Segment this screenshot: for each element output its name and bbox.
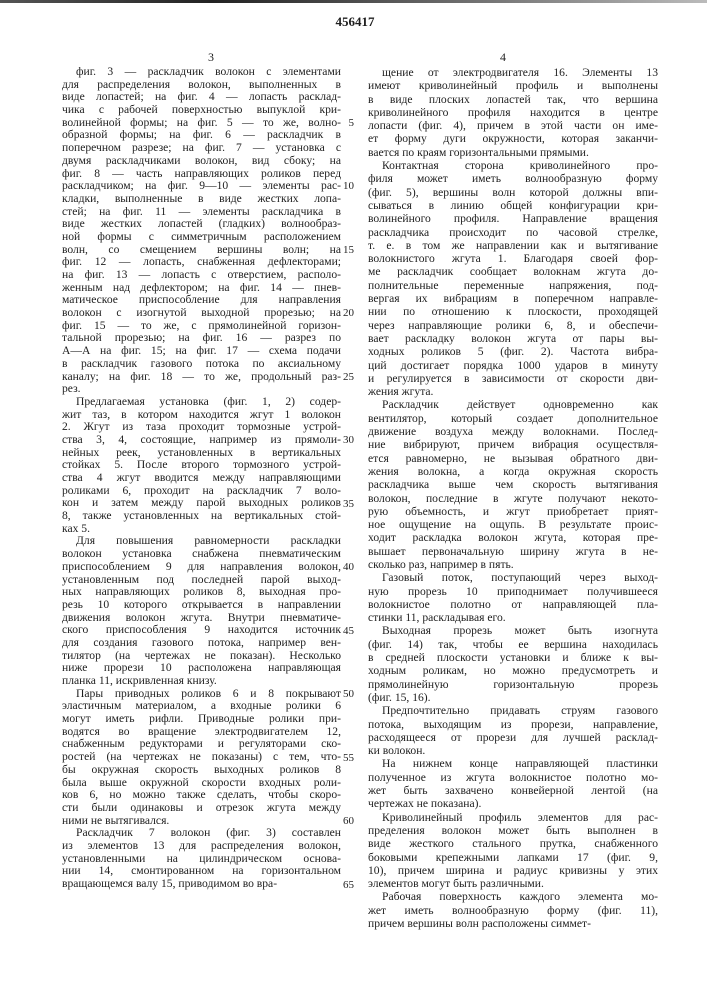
- text-line: щение от электродвигателя 16. Элементы 13: [368, 66, 658, 79]
- text-line: сываться в линию общей конфигурации кри-: [368, 199, 658, 212]
- text-line: нии по отношению к плоскости, проходящей: [368, 305, 658, 318]
- text-line: кон и затем между парой выходных роликов: [62, 497, 341, 510]
- text-line: водятся во вращение электродвигателем 12,: [62, 726, 341, 739]
- text-line: волокнистого жгута 1. Благодаря своей фор-: [368, 252, 658, 265]
- text-line: криволинейного профиля находится в центре: [368, 106, 658, 119]
- text-line: пределения волокон может быть выполнен в: [368, 824, 658, 837]
- text-line: из элементов 13 для распределения волокон,: [62, 840, 341, 853]
- text-line: ет форму дуги окружности, которая заканчи-: [368, 132, 658, 145]
- text-line: виде жестких лопастей (гладких) волнообраз-: [62, 218, 341, 231]
- text-line: На нижнем конце направляющей пластинки: [368, 757, 658, 770]
- text-line: ходит раскладка волокон жгута, которая пре-: [368, 531, 658, 544]
- text-line: ки волокон.: [368, 744, 658, 757]
- text-line: для распределения волокон, выполненных в: [62, 79, 341, 92]
- text-line: потока, выходящим из прорези, направление,: [368, 718, 658, 731]
- left-column: [62, 66, 341, 891]
- page-number-left: 3: [208, 50, 214, 65]
- text-line: ных направляющих роликов 8, выходная про-: [62, 586, 341, 599]
- text-line: (фиг. 15, 16).: [368, 691, 658, 704]
- text-line: нии 14, смонтированном на горизонтальном: [62, 865, 341, 878]
- text-line: элементов могут быть различными.: [368, 877, 658, 890]
- paragraph: [368, 704, 658, 757]
- text-line: виде жесткого стального прутка, снабженного: [368, 837, 658, 850]
- text-line: через направляющие ролики 6, 8, и обеспечи-: [368, 319, 658, 332]
- text-line: роликами 6, проходит на раскладчик 7 воло-: [62, 485, 341, 498]
- text-line: ную прорезь 10 приподнимает получившееся: [368, 585, 658, 598]
- line-number: 55: [336, 752, 354, 764]
- text-line: чертежах не показана).: [368, 797, 658, 810]
- text-line: расходящееся от прорези для лучшей расклад-: [368, 731, 658, 744]
- text-line: ме раскладчик сообщает волокнам жгута до-: [368, 265, 658, 278]
- text-line: жет иметь волнообразную форму (фиг. 11),: [368, 904, 658, 917]
- text-line: Газовый поток, поступающий через выход-: [368, 571, 658, 584]
- text-line: установленным под последней парой выход-: [62, 574, 341, 587]
- text-line: фиг. 3 — раскладчик волокон с элементами: [62, 66, 341, 79]
- text-line: в раскладчик газового потока по аксиальному: [62, 358, 341, 371]
- text-line: установленными на цилиндрическом основа-: [62, 853, 341, 866]
- text-line: движения волокон жгута. Внутри пневматиче-: [62, 612, 341, 625]
- text-line: ное ощущение на ощупь. В результате проис-: [368, 518, 658, 531]
- line-number: 30: [336, 434, 354, 446]
- paragraph: [368, 890, 658, 930]
- text-line: жения жгута.: [368, 385, 658, 398]
- text-line: эластичным материалом, а входные ролики 6: [62, 700, 341, 713]
- text-line: волокон, последние в жгуте получают некото-: [368, 492, 658, 505]
- text-line: стей; на фиг. 11 — элементы раскладчика в: [62, 206, 341, 219]
- text-line: и регулируется в зависимости от скорости дви-: [368, 372, 658, 385]
- text-line: прямолинейную горизонтальную прорезь: [368, 678, 658, 691]
- text-line: жения волокна, а когда окружная скорость: [368, 465, 658, 478]
- text-line: жет быть захвачено конвейерной лентой (на: [368, 784, 658, 797]
- line-number: 50: [336, 688, 354, 700]
- text-line: волн, со смещением вершины волн; на: [62, 244, 341, 257]
- text-line: ется равномерно, не вызывая обратного дви-: [368, 452, 658, 465]
- line-number: 60: [336, 815, 354, 827]
- paragraph: [62, 396, 341, 536]
- text-line: 2. Жгут из таза проходит тормозные устрой-: [62, 421, 341, 434]
- text-line: фиг. 8 — часть направляющих роликов перед: [62, 168, 341, 181]
- text-line: стинки 11, раскладывая его.: [368, 611, 658, 624]
- text-line: приспособлением 9 для направления волокон,: [62, 561, 341, 574]
- line-number: 15: [336, 244, 354, 256]
- paragraph: [62, 688, 341, 828]
- text-line: волокнистое полотно от направляющей пла-: [368, 598, 658, 611]
- text-line: могут иметь рифли. Приводные ролики при-: [62, 713, 341, 726]
- text-line: волинейного профиля. Направление вращения: [368, 212, 658, 225]
- text-line: движение воздуха между волокнами. Послед-: [368, 425, 658, 438]
- text-line: каналу; на фиг. 18 — то же, продольный раз-: [62, 371, 341, 384]
- text-line: раскладчика происходит по часовой стрелке,: [368, 226, 658, 239]
- text-line: фиг. 12 — лопасть, снабженная дефлекторами;: [62, 256, 341, 269]
- text-line: волокон с изогнутой выходной прорезью; на: [62, 307, 341, 320]
- text-line: Криволинейный профиль элементов для рас-: [368, 811, 658, 824]
- text-line: вышает первоначальную ширину жгута в не-: [368, 545, 658, 558]
- text-line: матическое приспособление для направления: [62, 294, 341, 307]
- text-line: была выше окружной скорости входных роли-: [62, 777, 341, 790]
- page-number-right: 4: [500, 50, 506, 65]
- text-line: бы окружная скорость выходных роликов 8: [62, 764, 341, 777]
- text-line: поперечном разрезе; на фиг. 7 — установка с: [62, 142, 341, 155]
- text-line: полученное из жгута волокнистое полотно мо-: [368, 771, 658, 784]
- text-line: ках 5.: [62, 523, 341, 536]
- paragraph: [368, 811, 658, 891]
- text-line: раскладчиком; на фиг. 9—10 — элементы рас-: [62, 180, 341, 193]
- text-line: в средней плоскости установки и ближе к вы-: [368, 651, 658, 664]
- text-line: ходных роликов 5 (фиг. 2). Частота вибра-: [368, 345, 658, 358]
- text-line: ними не вытягивался.: [62, 815, 341, 828]
- text-line: Выходная прорезь может быть изогнута: [368, 624, 658, 637]
- text-line: 10), причем ширина и радиус кривизны у этих: [368, 864, 658, 877]
- text-line: вает раскладку волокон жгута от пары вы-: [368, 332, 658, 345]
- paragraph: [368, 624, 658, 704]
- text-line: виде лопастей; на фиг. 4 — лопасть расклад-: [62, 91, 341, 104]
- text-line: вентилятор, который создает дополнительное: [368, 412, 658, 425]
- paragraph: [368, 757, 658, 810]
- text-line: Раскладчик действует одновременно как: [368, 398, 658, 411]
- line-number: 20: [336, 307, 354, 319]
- text-line: волокон установка снабжена пневматическим: [62, 548, 341, 561]
- text-line: ние вибрируют, причем вибрация осуществля-: [368, 438, 658, 451]
- text-line: образной формы; на фиг. 6 — раскладчик в: [62, 129, 341, 142]
- text-line: ского приспособления 9 находится источник: [62, 624, 341, 637]
- text-line: рую объемность, и жгут приобретает прият-: [368, 505, 658, 518]
- text-line: планка 11, искривленная книзу.: [62, 675, 341, 688]
- text-line: тальной прорезью; на фиг. 16 — разрез по: [62, 332, 341, 345]
- text-line: боковыми крепежными лапками 17 (фиг. 9,: [368, 851, 658, 864]
- text-line: ций достигает порядка 1000 ударов в минуту: [368, 359, 658, 372]
- text-line: вергая их вибрациям в поперечном направле-: [368, 292, 658, 305]
- paragraph: [368, 66, 658, 159]
- text-line: филя может иметь волнообразную форму: [368, 172, 658, 185]
- line-number: 10: [336, 180, 354, 192]
- text-line: ниже прорези 10 расположена направляющая: [62, 662, 341, 675]
- text-line: волинейной формы; на фиг. 5 — то же, волно-: [62, 117, 341, 130]
- text-line: резь 10 которого открывается в направлении: [62, 599, 341, 612]
- top-border: [0, 0, 707, 3]
- text-line: женным над дефлектором; на фиг. 14 — пнев-: [62, 282, 341, 295]
- text-line: ства 4 жгут вводится между направляющими: [62, 472, 341, 485]
- text-line: лопасти (фиг. 4), причем в этой части он име-: [368, 119, 658, 132]
- text-line: снабженным редукторами и регуляторами ско-: [62, 738, 341, 751]
- text-line: чика с рабочей поверхностью выпуклой кри-: [62, 104, 341, 117]
- text-line: ходным роликам, но можно предусмотреть и: [368, 664, 658, 677]
- text-line: ства 3, 4, состоящие, например из прямоли-: [62, 434, 341, 447]
- text-line: т. е. в том же направлении как и вытягивание: [368, 239, 658, 252]
- right-column: [368, 66, 658, 930]
- text-line: кладки, выполненные в виде жестких лопа-: [62, 193, 341, 206]
- text-line: Предпочтительно придавать струям газового: [368, 704, 658, 717]
- text-line: (фиг. 5), вершины волн которой должны впи-: [368, 186, 658, 199]
- text-line: вается по краям горизонтальными прямыми.: [368, 146, 658, 159]
- patent-number: 456417: [320, 14, 390, 30]
- text-line: на фиг. 13 — лопасть с отверстием, располо-: [62, 269, 341, 282]
- line-number: 65: [336, 879, 354, 891]
- text-line: раскладчика выше чем скорость вытягивания: [368, 478, 658, 491]
- paragraph: [62, 66, 341, 396]
- text-line: (фиг. 14) так, чтобы ее вершина находилась: [368, 638, 658, 651]
- paragraph: [62, 535, 341, 687]
- line-number: 35: [336, 498, 354, 510]
- text-line: вращающемся валу 15, приводимом во вра-: [62, 878, 341, 891]
- text-line: имеют криволинейный профиль и выполнены: [368, 79, 658, 92]
- text-line: для создания газового потока, например вен-: [62, 637, 341, 650]
- text-line: Предлагаемая установка (фиг. 1, 2) содер-: [62, 396, 341, 409]
- text-line: Пары приводных роликов 6 и 8 покрывают: [62, 688, 341, 701]
- text-line: ростей (на чертежах не показаны) с тем, что-: [62, 751, 341, 764]
- paragraph: [368, 571, 658, 624]
- text-line: двумя раскладчиками волокон, вид сбоку; на: [62, 155, 341, 168]
- text-line: А—А на фиг. 15; на фиг. 17 — схема подачи: [62, 345, 341, 358]
- text-line: фиг. 15 — то же, с прямолинейной горизон-: [62, 320, 341, 333]
- text-line: ной формы с симметричным расположением: [62, 231, 341, 244]
- text-line: Контактная сторона криволинейного про-: [368, 159, 658, 172]
- text-line: рез.: [62, 383, 341, 396]
- paragraph: [368, 159, 658, 398]
- text-line: ков 6, но можно также сделать, чтобы скоро-: [62, 789, 341, 802]
- line-number: 45: [336, 625, 354, 637]
- text-line: 8, также установленных на вертикальных стой-: [62, 510, 341, 523]
- text-line: жит таз, в котором находится жгут 1 волокон: [62, 409, 341, 422]
- text-line: Рабочая поверхность каждого элемента мо-: [368, 890, 658, 903]
- text-line: нейных реек, установленных в вертикальных: [62, 447, 341, 460]
- text-line: тилятор (на чертежах не показан). Несколько: [62, 650, 341, 663]
- text-line: полнительные переменные напряжения, под-: [368, 279, 658, 292]
- text-line: сти были одинаковы и отрезок жгута между: [62, 802, 341, 815]
- text-line: Для повышения равномерности раскладки: [62, 535, 341, 548]
- text-line: в виде плоских лопастей так, что вершина: [368, 93, 658, 106]
- text-line: Раскладчик 7 волокон (фиг. 3) составлен: [62, 827, 341, 840]
- line-number: 25: [336, 371, 354, 383]
- text-line: причем вершины волн расположены симмет-: [368, 917, 658, 930]
- line-number: 40: [336, 561, 354, 573]
- line-number: 5: [336, 117, 354, 129]
- paragraph: [62, 827, 341, 890]
- paragraph: [368, 398, 658, 571]
- text-line: сколько раз, например в пять.: [368, 558, 658, 571]
- text-line: стойках 5. После второго тормозного устрой-: [62, 459, 341, 472]
